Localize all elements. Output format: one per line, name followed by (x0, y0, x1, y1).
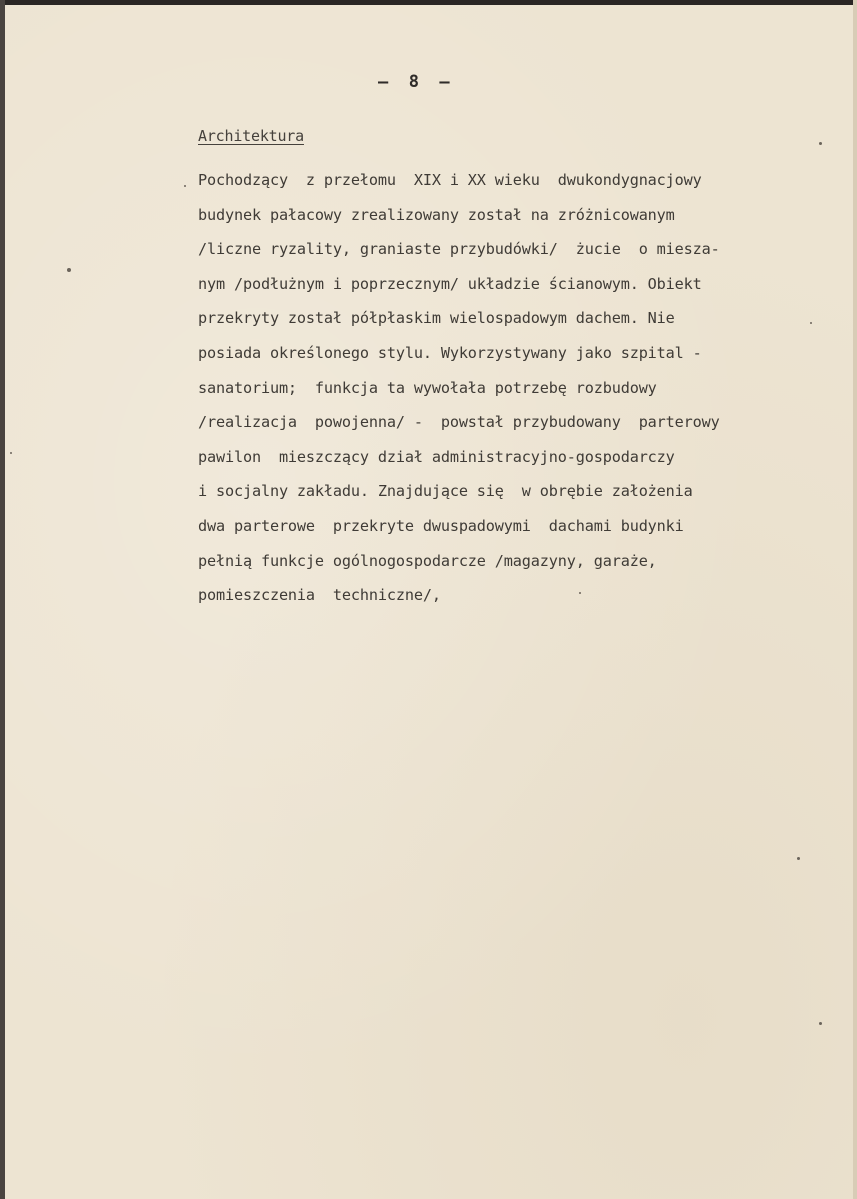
scan-speck (810, 322, 812, 324)
text-line: /liczne ryzality, graniaste przybudówki/ żucie o miesza- (198, 240, 720, 259)
scan-speck (67, 268, 71, 272)
text-line: sanatorium; funkcja ta wywołała potrzebę rozbudowy (198, 378, 657, 397)
scan-speck (797, 857, 800, 860)
text-line: nym /podłużnym i poprzecznym/ układzie ścianowym. Obiekt (198, 274, 702, 293)
scan-speck (819, 1022, 822, 1025)
text-line: dwa parterowe przekryte dwuspadowymi dachami budynki (198, 516, 684, 535)
text-line: budynek pałacowy zrealizowany został na zróżnicowanym (198, 205, 675, 224)
scan-speck (10, 452, 12, 454)
text-line: pełnią funkcje ogólnogospodarcze /magazyny, garaże, (198, 551, 657, 570)
text-line: Pochodzący z przełomu XIX i XX wieku dwukondygnacjowy (198, 171, 702, 189)
scan-speck (184, 185, 186, 187)
scan-speck (579, 592, 581, 594)
text-line: i socjalny zakładu. Znajdujące się w obrębie założenia (198, 482, 693, 501)
scan-speck (819, 142, 822, 145)
section-heading: Architektura (198, 127, 304, 145)
text-line: przekryty został półpłaskim wielospadowym dachem. Nie (198, 309, 675, 328)
text-line: pawilon mieszczący dział administracyjno-gospodarczy (198, 447, 675, 466)
scan-top-border (0, 0, 857, 5)
body-text (198, 170, 818, 620)
page-number: – 8 – (378, 72, 450, 92)
scan-right-edge (853, 0, 857, 1199)
scan-left-border (0, 0, 5, 1199)
text-line: /realizacja powojenna/ - powstał przybudowany parterowy (198, 413, 720, 432)
text-line: posiada określonego stylu. Wykorzystywany jako szpital - (198, 343, 702, 362)
text-line: pomieszczenia techniczne/, (198, 586, 441, 605)
